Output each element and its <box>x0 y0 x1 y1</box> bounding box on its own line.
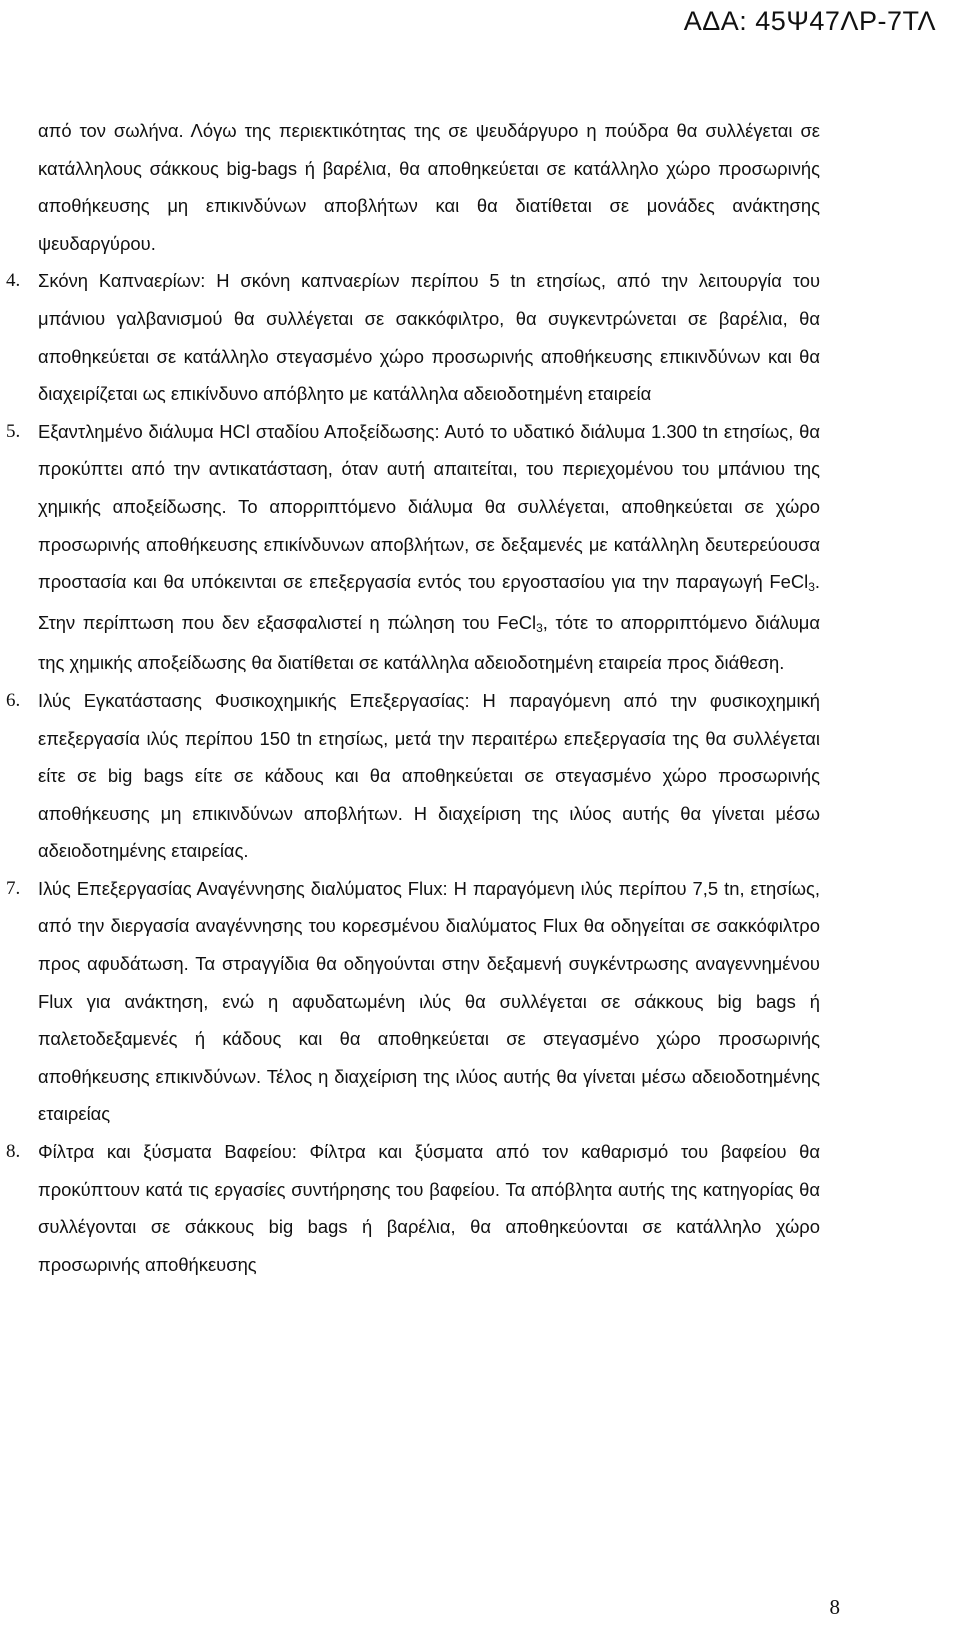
waste-list <box>6 262 820 1283</box>
page-number: 8 <box>829 1595 840 1619</box>
intro-paragraph: από τον σωλήνα. Λόγω της περιεκτικότητας της σε ψευδάργυρο η πούδρα θα συλλέγεται σε κατάλληλους σάκκους big-bags ή βαρέλια, θα αποθηκεύεται σε κατάλληλο χώρο προσωρινής αποθήκευσης μη επικινδύνων αποβλήτων και θα διατίθεται σε μονάδες ανάκτησης ψευδαργύρου. <box>38 120 820 254</box>
list-item-text-part: Εξαντλημένο διάλυμα HCl σταδίου Αποξείδωσης: Αυτό το υδατικό διάλυμα 1.300 tn ετησίως, θα προκύπτει από την αντικατάσταση, όταν αυτή απαιτείται, του περιεχομένου του μπάνιου της χημικής αποξείδωσης. Το απορριπτόμενο διάλυμα θα συλλέγεται, αποθηκεύεται σε χώρο προσωρινής αποθήκευσης επικίνδυνων αποβλήτων, σε δεξαμενές με κατάλληλη δευτερεύουσα προστασία και θα υπόκεινται σε επεξεργασία εντός του εργοστασίου για την παραγωγή FeCl <box>38 420 820 593</box>
list-item-8 <box>6 1133 820 1283</box>
list-item-6 <box>6 682 820 870</box>
list-item-4 <box>6 262 820 412</box>
list-item-text: Ιλύς Εγκατάστασης Φυσικοχημικής Επεξεργασίας: Η παραγόμενη από την φυσικοχημική επεξεργασία ιλύς περίπου 150 tn ετησίως, μετά την περαιτέρω επεξεργασία της θα συλλέγεται είτε σε big bags είτε σε κάδους και θα αποθηκεύεται σε στεγασμένο χώρο προσωρινής αποθήκευσης μη επικινδύνων αποβλήτων. Η διαχείριση της ιλύος αυτής θα γίνεται μέσω αδειοδοτημένης εταιρείας. <box>38 689 820 862</box>
list-item-number: 6. <box>6 689 21 711</box>
list-item-number: 5. <box>6 420 21 442</box>
list-item-text-part: . Στην περίπτωση που δεν εξασφαλιστεί η πώληση του FeCl <box>38 571 820 633</box>
list-item-number: 8. <box>6 1141 21 1163</box>
list-item-text: Ιλύς Επεξεργασίας Αναγέννησης διαλύματος Flux: Η παραγόμενη ιλύς περίπου 7,5 tn, ετησίως, από την διεργασία αναγέννησης του κορεσμένου διαλύματος Flux θα οδηγείται σε σακκόφιλτρο προς αφυδάτωση. Τα στραγγίδια θα οδηγούνται στην δεξαμενή συγκέντρωσης αναγεννημένου Flux για ανάκτηση, ενώ η αφυδατωμένη ιλύς θα συλλέγεται σε σάκκους big bags ή παλετοδεξαμενές ή κάδους και θα αποθηκεύεται σε στεγασμένο χώρο προσωρινής αποθήκευσης επικινδύνων. Τέλος η διαχείριση της ιλύος αυτής θα γίνεται μέσω αδειοδοτημένης εταιρείας <box>38 877 820 1125</box>
list-item-number: 7. <box>6 877 21 899</box>
document-code-header: ΑΔΑ: 45Ψ47ΛΡ-7ΤΛ <box>683 6 936 36</box>
list-item-5 <box>6 413 820 682</box>
subscript-3: 3 <box>808 580 815 595</box>
list-item-number: 4. <box>6 270 21 292</box>
list-item-text-part: , τότε το απορριπτόμενο διάλυμα της χημικής αποξείδωσης θα διατίθεται σε κατάλληλα αδειοδοτημένη εταιρεία προς διάθεση. <box>38 611 820 674</box>
list-item-text: Φίλτρα και ξύσματα Βαφείου: Φίλτρα και ξύσματα από τον καθαρισμό του βαφείου θα προκύπτουν κατά τις εργασίες συντήρησης του βαφείου. Τα απόβλητα αυτής της κατηγορίας θα συλλέγονται σε σάκκους big bags ή βαρέλια, θα αποθηκεύονται σε κατάλληλο χώρο προσωρινής αποθήκευσης <box>38 1141 820 1275</box>
subscript-3: 3 <box>536 620 543 635</box>
document-body <box>6 112 820 1283</box>
list-item-7 <box>6 870 820 1133</box>
list-item-text: Σκόνη Καπναερίων: Η σκόνη καπναερίων περίπου 5 tn ετησίως, από την λειτουργία του μπάνιου γαλβανισμού θα συλλέγεται σε σακκόφιλτρο, θα συγκεντρώνεται σε βαρέλια, θα αποθηκεύεται σε κατάλληλο στεγασμένο χώρο προσωρινής αποθήκευσης επικινδύνων και θα διαχειρίζεται ως επικίνδυνο απόβλητο με κατάλληλα αδειοδοτημένη εταιρεία <box>38 270 820 405</box>
